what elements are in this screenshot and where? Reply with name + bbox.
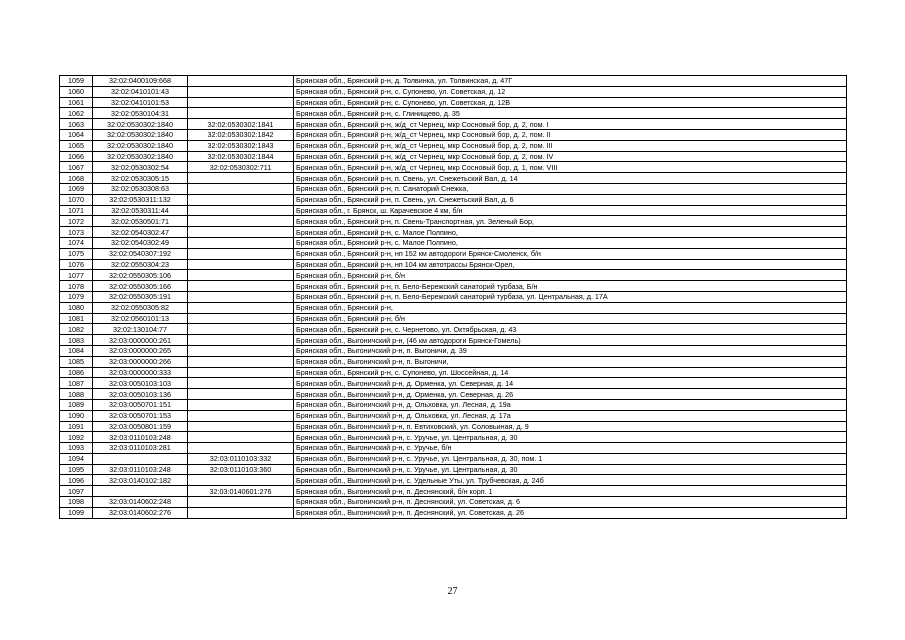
cadastral-number-cell: 32:02:0530501:71 <box>93 216 188 227</box>
cadastral-number-cell: 32:03:0110103:248 <box>93 432 188 443</box>
address-cell: Брянская обл., Выгоничский р-н, с. Уручье, ул. Центральная, д. 30 <box>294 432 847 443</box>
inner-cadastral-number-cell <box>188 108 294 119</box>
address-cell: Брянская обл., Брянский р-н, б/н <box>294 270 847 281</box>
address-cell: Брянская обл., Выгоничский р-н, с. Удельные Уты, ул. Трубчевская, д. 24б <box>294 475 847 486</box>
table-row <box>60 248 847 259</box>
inner-cadastral-number-cell <box>188 86 294 97</box>
table-row <box>60 324 847 335</box>
address-cell: Брянская обл., Брянский р-н, с. Глинищево, д. 35 <box>294 108 847 119</box>
cadastral-number-cell: 32:03:0110103:281 <box>93 443 188 454</box>
table-row <box>60 464 847 475</box>
row-number-cell: 1072 <box>60 216 93 227</box>
address-cell: Брянская обл., Брянский р-н, ж/д_ст Чернец, мкр Сосновый бор, д. 2, пом. II <box>294 129 847 140</box>
inner-cadastral-number-cell <box>188 194 294 205</box>
table-row <box>60 205 847 216</box>
inner-cadastral-number-cell <box>188 475 294 486</box>
address-cell: Брянская обл., Выгоничский р-н, с. Уручье, ул. Центральная, д. 30 <box>294 464 847 475</box>
cadastral-number-cell: 32:02:0540302:47 <box>93 227 188 238</box>
inner-cadastral-number-cell: 32:02:0530302:1843 <box>188 140 294 151</box>
table-row <box>60 432 847 443</box>
address-cell: Брянская обл., Брянский р-н, <box>294 302 847 313</box>
row-number-cell: 1061 <box>60 97 93 108</box>
inner-cadastral-number-cell <box>188 335 294 346</box>
cadastral-number-cell: 32:02:0530311:44 <box>93 205 188 216</box>
inner-cadastral-number-cell <box>188 205 294 216</box>
row-number-cell: 1066 <box>60 151 93 162</box>
table-row <box>60 410 847 421</box>
address-cell: Брянская обл., Брянский р-н, п. Бело-Бережский санаторий турбаза, ул. Центральная, д. 17А <box>294 291 847 302</box>
cadastral-number-cell: 32:02:0550305:82 <box>93 302 188 313</box>
cadastral-number-cell: 32:02:0400109:668 <box>93 76 188 87</box>
inner-cadastral-number-cell <box>188 345 294 356</box>
row-number-cell: 1086 <box>60 367 93 378</box>
cadastral-number-cell: 32:02:0560101:13 <box>93 313 188 324</box>
table-row <box>60 378 847 389</box>
row-number-cell: 1065 <box>60 140 93 151</box>
table-row <box>60 356 847 367</box>
table-row <box>60 453 847 464</box>
row-number-cell: 1067 <box>60 162 93 173</box>
cadastral-number-cell: 32:02:0530308:63 <box>93 183 188 194</box>
inner-cadastral-number-cell: 32:02:0530302:1842 <box>188 129 294 140</box>
cadastral-number-cell: 32:03:0050103:136 <box>93 389 188 400</box>
table-row <box>60 237 847 248</box>
table-row <box>60 399 847 410</box>
address-cell: Брянская обл., Брянский р-н, б/н <box>294 313 847 324</box>
address-cell: Брянская обл., Брянский р-н, п. Свень-Транспортная, ул. Зеленый Бор, <box>294 216 847 227</box>
cadastral-number-cell <box>93 453 188 464</box>
table-row <box>60 486 847 497</box>
address-cell: Брянская обл., Выгоничский р-н, д. Орменка, ул. Северная, д. 26 <box>294 389 847 400</box>
inner-cadastral-number-cell <box>188 389 294 400</box>
inner-cadastral-number-cell <box>188 399 294 410</box>
cadastral-number-cell: 32:02:0530302:54 <box>93 162 188 173</box>
cadastral-number-cell: 32:02:0530302:1840 <box>93 151 188 162</box>
row-number-cell: 1087 <box>60 378 93 389</box>
row-number-cell: 1070 <box>60 194 93 205</box>
inner-cadastral-number-cell <box>188 97 294 108</box>
table-row <box>60 151 847 162</box>
inner-cadastral-number-cell <box>188 367 294 378</box>
table-row <box>60 345 847 356</box>
address-cell: Брянская обл., Брянский р-н, п. Бело-Бережский санаторий турбаза, Б/н <box>294 281 847 292</box>
inner-cadastral-number-cell: 32:02:0530302:1844 <box>188 151 294 162</box>
address-cell: Брянская обл., Брянский р-н, с. Супонево, ул. Советская, д. 12В <box>294 97 847 108</box>
row-number-cell: 1080 <box>60 302 93 313</box>
row-number-cell: 1081 <box>60 313 93 324</box>
address-cell: Брянская обл., Выгоничский р-н, с. Уручье, ул. Центральная, д. 30, пом. 1 <box>294 453 847 464</box>
table-row <box>60 173 847 184</box>
table-row <box>60 475 847 486</box>
table-row <box>60 183 847 194</box>
row-number-cell: 1092 <box>60 432 93 443</box>
address-cell: Брянская обл., г. Брянск, ш. Карачевское 4 км, б/н <box>294 205 847 216</box>
table-row <box>60 259 847 270</box>
address-cell: Брянская обл., Брянский р-н, п. Свень, ул. Снежетьский Вал, д. 14 <box>294 173 847 184</box>
cadastral-number-cell: 32:03:0110103:248 <box>93 464 188 475</box>
row-number-cell: 1083 <box>60 335 93 346</box>
cadastral-number-cell: 32:02:0550304:23 <box>93 259 188 270</box>
address-cell: Брянская обл., Брянский р-н, ж/д_ст Чернец, мкр Сосновый бор, д. 2, пом. III <box>294 140 847 151</box>
cadastral-number-cell: 32:03:0050701:153 <box>93 410 188 421</box>
row-number-cell: 1090 <box>60 410 93 421</box>
address-cell: Брянская обл., Выгоничский р-н, п. Выгоничи, <box>294 356 847 367</box>
row-number-cell: 1078 <box>60 281 93 292</box>
row-number-cell: 1068 <box>60 173 93 184</box>
row-number-cell: 1063 <box>60 119 93 130</box>
address-cell: Брянская обл., Брянский р-н, с. Супонево, ул. Шоссейная, д. 14 <box>294 367 847 378</box>
row-number-cell: 1082 <box>60 324 93 335</box>
row-number-cell: 1098 <box>60 497 93 508</box>
address-cell: Брянская обл., Выгоничский р-н, д. Ольховка, ул. Лесная, д. 17а <box>294 410 847 421</box>
inner-cadastral-number-cell <box>188 291 294 302</box>
row-number-cell: 1064 <box>60 129 93 140</box>
address-cell: Брянская обл., Брянский р-н, ж/д_ст Чернец, мкр Сосновый бор, д. 1, пом. VIII <box>294 162 847 173</box>
cadastral-number-cell: 32:02:0530311:132 <box>93 194 188 205</box>
table-row <box>60 216 847 227</box>
row-number-cell: 1069 <box>60 183 93 194</box>
address-cell: Брянская обл., Брянский р-н, ж/д_ст Чернец, мкр Сосновый бор, д. 2, пом. IV <box>294 151 847 162</box>
inner-cadastral-number-cell <box>188 173 294 184</box>
cadastral-number-cell: 32:02:0550305:191 <box>93 291 188 302</box>
table-row <box>60 302 847 313</box>
address-cell: Брянская обл., Брянский р-н, нп 104 км автотрассы Брянск-Орел, <box>294 259 847 270</box>
row-number-cell: 1059 <box>60 76 93 87</box>
address-cell: Брянская обл., Выгоничский р-н, п. Деснянский, б/н корп. 1 <box>294 486 847 497</box>
row-number-cell: 1093 <box>60 443 93 454</box>
inner-cadastral-number-cell <box>188 324 294 335</box>
inner-cadastral-number-cell: 32:03:0110103:332 <box>188 453 294 464</box>
table-row <box>60 162 847 173</box>
address-cell: Брянская обл., Брянский р-н, п. Свень, ул. Снежетьский Вал, д. 6 <box>294 194 847 205</box>
cadastral-number-cell: 32:02:0530302:1840 <box>93 129 188 140</box>
inner-cadastral-number-cell <box>188 432 294 443</box>
cadastral-number-cell <box>93 486 188 497</box>
cadastral-number-cell: 32:02:0550305:106 <box>93 270 188 281</box>
row-number-cell: 1062 <box>60 108 93 119</box>
row-number-cell: 1084 <box>60 345 93 356</box>
table-row <box>60 86 847 97</box>
row-number-cell: 1074 <box>60 237 93 248</box>
cadastral-number-cell: 32:03:0140602:276 <box>93 507 188 518</box>
inner-cadastral-number-cell <box>188 378 294 389</box>
row-number-cell: 1060 <box>60 86 93 97</box>
inner-cadastral-number-cell <box>188 281 294 292</box>
row-number-cell: 1076 <box>60 259 93 270</box>
cadastral-number-cell: 32:03:0000000:261 <box>93 335 188 346</box>
table-row <box>60 140 847 151</box>
inner-cadastral-number-cell <box>188 313 294 324</box>
cadastral-number-cell: 32:02:0540307:192 <box>93 248 188 259</box>
inner-cadastral-number-cell <box>188 497 294 508</box>
address-cell: Брянская обл., Выгоничский р-н, д. Орменка, ул. Северная, д. 14 <box>294 378 847 389</box>
cadastral-number-cell: 32:02:0410101:43 <box>93 86 188 97</box>
table-row <box>60 313 847 324</box>
address-cell: Брянская обл., Брянский р-н, с. Чернетово, ул. Октябрьская, д. 43 <box>294 324 847 335</box>
inner-cadastral-number-cell <box>188 443 294 454</box>
page-number: 27 <box>447 586 458 597</box>
table-row <box>60 367 847 378</box>
address-cell: Брянская обл., Выгоничский р-н, п. Деснянский, ул. Советская, д. 26 <box>294 507 847 518</box>
inner-cadastral-number-cell <box>188 410 294 421</box>
inner-cadastral-number-cell <box>188 248 294 259</box>
row-number-cell: 1071 <box>60 205 93 216</box>
cadastral-number-cell: 32:02:0530104:31 <box>93 108 188 119</box>
address-cell: Брянская обл., Выгоничский р-н, п. Выгоничи, д. 39 <box>294 345 847 356</box>
row-number-cell: 1088 <box>60 389 93 400</box>
table-row <box>60 76 847 87</box>
inner-cadastral-number-cell <box>188 237 294 248</box>
address-cell: Брянская обл., Выгоничский р-н, с. Уручье, б/н <box>294 443 847 454</box>
row-number-cell: 1091 <box>60 421 93 432</box>
row-number-cell: 1073 <box>60 227 93 238</box>
cadastral-number-cell: 32:02:0530305:15 <box>93 173 188 184</box>
table-row <box>60 281 847 292</box>
cadastral-number-cell: 32:03:0050701:151 <box>93 399 188 410</box>
cadastral-number-cell: 32:02:130104:77 <box>93 324 188 335</box>
table-row <box>60 194 847 205</box>
address-cell: Брянская обл., Выгоничский р-н, п. Деснянский, ул. Советская, д. 6 <box>294 497 847 508</box>
cadastral-number-cell: 32:03:0000000:266 <box>93 356 188 367</box>
inner-cadastral-number-cell <box>188 421 294 432</box>
inner-cadastral-number-cell <box>188 302 294 313</box>
property-register-table <box>59 75 847 519</box>
cadastral-number-cell: 32:03:0050801:159 <box>93 421 188 432</box>
address-cell: Брянская обл., Выгоничский р-н, (46 км автодороги Брянск-Гомель) <box>294 335 847 346</box>
inner-cadastral-number-cell <box>188 270 294 281</box>
row-number-cell: 1089 <box>60 399 93 410</box>
table-row <box>60 443 847 454</box>
row-number-cell: 1094 <box>60 453 93 464</box>
table-row <box>60 291 847 302</box>
table-row <box>60 507 847 518</box>
row-number-cell: 1097 <box>60 486 93 497</box>
row-number-cell: 1099 <box>60 507 93 518</box>
table-body <box>60 76 847 519</box>
table-row <box>60 335 847 346</box>
inner-cadastral-number-cell <box>188 356 294 367</box>
cadastral-number-cell: 32:03:0000000:265 <box>93 345 188 356</box>
table-row <box>60 227 847 238</box>
inner-cadastral-number-cell <box>188 227 294 238</box>
address-cell: Брянская обл., Брянский р-н, с. Малое Полпино, <box>294 227 847 238</box>
cadastral-number-cell: 32:02:0540302:49 <box>93 237 188 248</box>
row-number-cell: 1079 <box>60 291 93 302</box>
address-cell: Брянская обл., Выгоничский р-н, п. Евтиховский, ул. Соловьиная, д. 9 <box>294 421 847 432</box>
row-number-cell: 1095 <box>60 464 93 475</box>
inner-cadastral-number-cell <box>188 507 294 518</box>
cadastral-number-cell: 32:02:0550305:166 <box>93 281 188 292</box>
table-row <box>60 108 847 119</box>
row-number-cell: 1085 <box>60 356 93 367</box>
address-cell: Брянская обл., Брянский р-н, ж/д_ст Чернец, мкр Сосновый бор, д. 2, пом. I <box>294 119 847 130</box>
cadastral-number-cell: 32:03:0000000:333 <box>93 367 188 378</box>
table-row <box>60 119 847 130</box>
table-row <box>60 97 847 108</box>
table-row <box>60 389 847 400</box>
table-row <box>60 497 847 508</box>
cadastral-number-cell: 32:03:0140602:248 <box>93 497 188 508</box>
table-row <box>60 270 847 281</box>
address-cell: Брянская обл., Брянский р-н, д. Толвинка, ул. Толвинская, д. 47Г <box>294 76 847 87</box>
cadastral-number-cell: 32:02:0410101:53 <box>93 97 188 108</box>
cadastral-number-cell: 32:02:0530302:1840 <box>93 140 188 151</box>
inner-cadastral-number-cell: 32:02:0530302:711 <box>188 162 294 173</box>
inner-cadastral-number-cell: 32:03:0140601:276 <box>188 486 294 497</box>
table-row <box>60 129 847 140</box>
address-cell: Брянская обл., Брянский р-н, п. Санаторий Снежка, <box>294 183 847 194</box>
row-number-cell: 1075 <box>60 248 93 259</box>
inner-cadastral-number-cell: 32:03:0110103:360 <box>188 464 294 475</box>
address-cell: Брянская обл., Брянский р-н, с. Супонево, ул. Советская, д. 12 <box>294 86 847 97</box>
cadastral-number-cell: 32:03:0050103:103 <box>93 378 188 389</box>
address-cell: Брянская обл., Выгоничский р-н, д. Ольховка, ул. Лесная, д. 19а <box>294 399 847 410</box>
row-number-cell: 1077 <box>60 270 93 281</box>
inner-cadastral-number-cell <box>188 76 294 87</box>
cadastral-number-cell: 32:02:0530302:1840 <box>93 119 188 130</box>
address-cell: Брянская обл., Брянский р-н, с. Малое Полпино, <box>294 237 847 248</box>
inner-cadastral-number-cell <box>188 183 294 194</box>
inner-cadastral-number-cell <box>188 259 294 270</box>
row-number-cell: 1096 <box>60 475 93 486</box>
inner-cadastral-number-cell: 32:02:0530302:1841 <box>188 119 294 130</box>
inner-cadastral-number-cell <box>188 216 294 227</box>
table-row <box>60 421 847 432</box>
cadastral-number-cell: 32:03:0140102:182 <box>93 475 188 486</box>
address-cell: Брянская обл., Брянский р-н, нп 152 км автодороги Брянск-Смоленск, б/н <box>294 248 847 259</box>
